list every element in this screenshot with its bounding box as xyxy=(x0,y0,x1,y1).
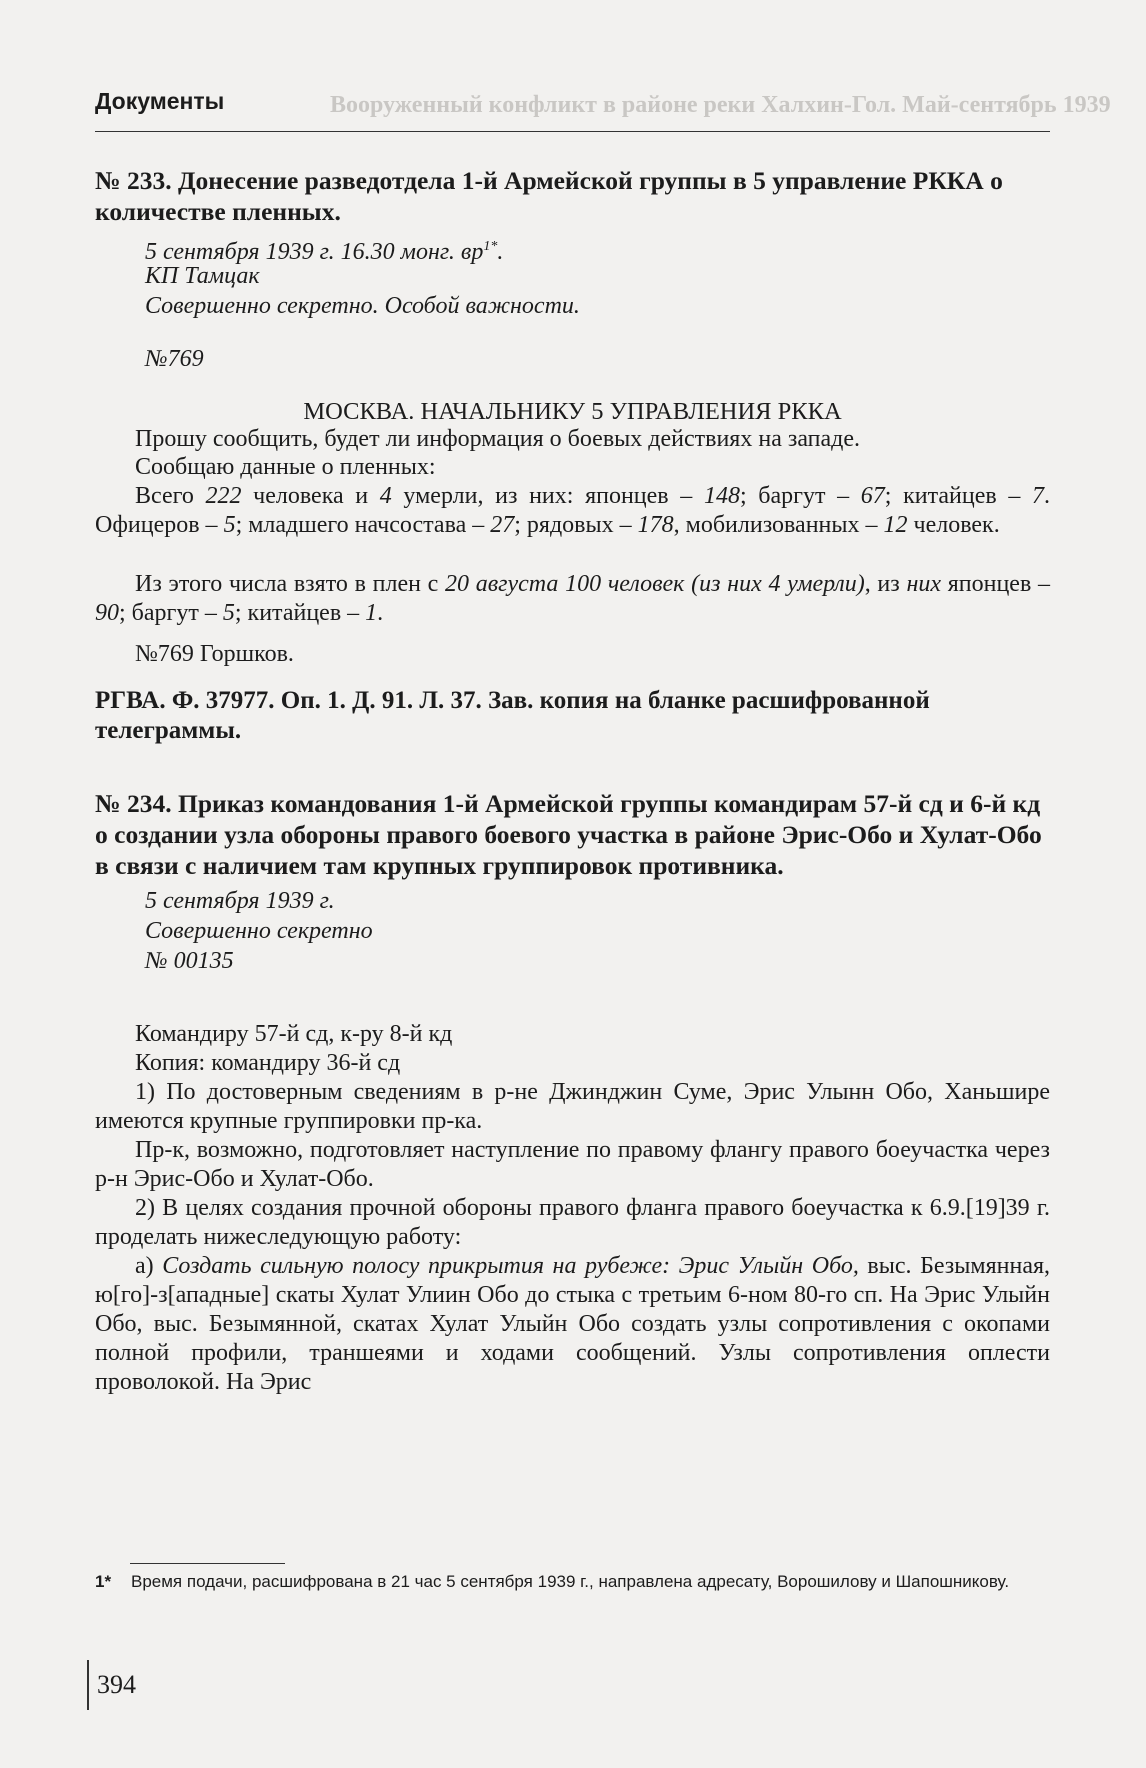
doc-234-addressee: Командиру 57-й сд, к-ру 8-й кд xyxy=(135,1021,453,1047)
doc-233-paragraph-2: Сообщаю данные о пленных: xyxy=(135,454,436,480)
doc-234-title: № 234. Приказ командования 1-й Армейской группы командирам 57-й сд и 6-й кд о создании узла обороны правого боевого участка в районе Эрис-Обо и Хулат-Обо в связи с наличием там крупных группировок противника. xyxy=(95,789,1042,880)
doc-234-date: 5 сентября 1939 г. xyxy=(145,888,335,914)
doc-234-number: № 00135 xyxy=(145,948,234,974)
doc-233-paragraph-3: Всего 222 человека и 4 умерли, из них: японцев – 148; баргут – 67; китайцев – 7. Офицеров – 5; младшего начсостава – 27; рядовых – 178, мобилизованных – 12 человек. xyxy=(95,483,1050,538)
doc-233-place: КП Тамцак xyxy=(145,263,260,289)
doc-233-archive-reference: РГВА. Ф. 37977. Оп. 1. Д. 91. Л. 37. Зав. копия на бланке расшифрованной телеграммы. xyxy=(95,687,930,744)
doc-233-paragraph-4: Из этого числа взято в плен с 20 августа 100 человек (из них 4 умерли), из них японцев – 90; баргут – 5; китайцев – 1. xyxy=(95,571,1051,626)
doc-233-signature: №769 Горшков. xyxy=(135,641,294,667)
doc-234-paragraph-4: а) Создать сильную полосу прикрытия на рубеже: Эрис Улыйн Обо, выс. Безымянная, ю[го]-з[ападные] скаты Хулат Улиин Обо до стыка с третьим 6-ном 80-го сп. На Эрис Улыйн Обо, выс. Безымянной, скатах Хулат Улыйн Обо создать узлы сопротивления с окопами полной профили, траншеями и ходами сообщений. Узлы сопротивления оплести проволокой. На Эрис xyxy=(95,1253,1051,1395)
doc-234-paragraph-2: Пр-к, возможно, подготовляет наступление по правому флангу правого боеучастка через р-н Эрис-Обо и Хулат-Обо. xyxy=(95,1137,1050,1192)
doc-233-date: 5 сентября 1939 г. 16.30 монг. $вр^{1*}$. xyxy=(145,239,504,265)
doc-234-paragraph-3: 2) В целях создания прочной обороны правого фланга правого боеучастка к 6.9.[19]39 г. проделать нижеследующую работу: xyxy=(95,1195,1050,1250)
footnote-text: Время подачи, расшифрована в 21 час 5 сентября 1939 г., направлена адресату, Ворошилову и Шапошникову. xyxy=(131,1572,1010,1591)
doc-233-paragraph-1: Прошу сообщить, будет ли информация о боевых действиях на западе. xyxy=(135,426,861,452)
header-rule xyxy=(95,131,1050,132)
doc-234-secrecy: Совершенно секретно xyxy=(145,918,373,944)
footnote-rule xyxy=(130,1563,285,1564)
page-number: 394 xyxy=(97,1670,136,1699)
page-edge-line xyxy=(87,1660,89,1710)
doc-234-paragraph-1: 1) По достоверным сведениям в р-не Джинджин Суме, Эрис Улынн Обо, Ханьшире имеются крупные группировки пр-ка. xyxy=(95,1079,1050,1134)
doc-233-secrecy: Совершенно секретно. Особой важности. xyxy=(145,293,580,319)
running-head: Документы xyxy=(95,88,225,114)
footnote-mark: 1* xyxy=(95,1572,112,1591)
doc-233-number: №769 xyxy=(145,346,204,372)
doc-233-addressee: МОСКВА. НАЧАЛЬНИКУ 5 УПРАВЛЕНИЯ РККА xyxy=(303,398,842,425)
doc-234-copy-addressee: Копия: командиру 36-й сд xyxy=(135,1050,401,1076)
bleed-through-text: Вооруженный конфликт в районе реки Халхин-Гол. Май-сентябрь 1939 xyxy=(330,92,1111,118)
footnote xyxy=(95,1570,1050,1594)
doc-233-title: № 233. Донесение разведотдела 1-й Армейской группы в 5 управление РККА о количестве пленных. xyxy=(95,166,1003,226)
